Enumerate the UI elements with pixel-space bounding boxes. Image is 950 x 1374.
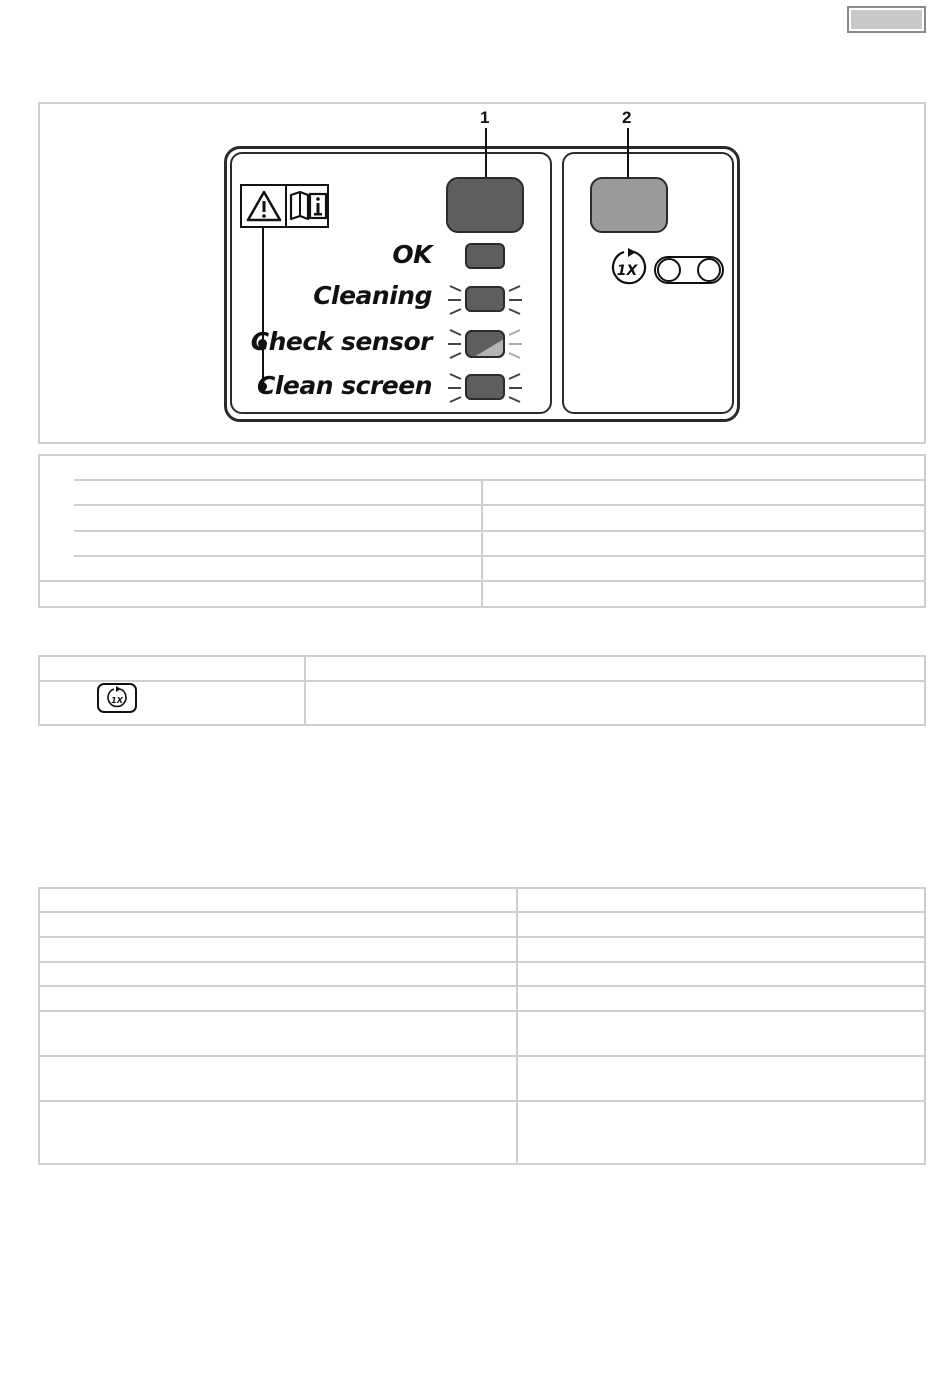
table-column-divider: [481, 479, 483, 607]
indicator-label-clean-screen: Clean screen: [257, 371, 432, 400]
one-cycle-icon: [608, 248, 650, 288]
table-row-divider: [74, 555, 926, 557]
table-row-divider: [38, 1010, 926, 1012]
one-cycle-text: 1X: [111, 696, 123, 705]
table-row-divider: [74, 504, 926, 506]
table-column-divider: [304, 655, 306, 725]
flash-rays-icon: [448, 280, 522, 320]
status-button[interactable]: [446, 177, 524, 233]
table-row-divider: [38, 961, 926, 963]
warning-box-divider: [285, 184, 287, 228]
flash-rays-icon: [448, 368, 522, 408]
table-column-divider: [516, 887, 518, 1164]
table-row-divider: [38, 911, 926, 913]
callout-1: 1: [480, 108, 490, 127]
table-row-divider: [38, 1055, 926, 1057]
cycle-table: [38, 655, 926, 726]
indicator-label-cleaning: Cleaning: [313, 281, 432, 310]
warning-triangle-icon: [246, 190, 282, 222]
one-cycle-button-symbol: [97, 683, 137, 713]
toggle-indicator-right: [697, 258, 721, 282]
table-row-divider: [38, 1100, 926, 1102]
toggle-indicator-left: [657, 258, 681, 282]
table-row-divider: [38, 680, 926, 682]
led-ok: [465, 243, 505, 269]
indicator-label-ok: OK: [392, 240, 432, 269]
callout-2: 2: [622, 108, 632, 127]
one-cycle-button[interactable]: [590, 177, 668, 233]
one-cycle-text: 1X: [616, 263, 638, 279]
table-row-divider: [38, 985, 926, 987]
one-cycle-icon: [99, 685, 135, 711]
troubleshooting-table: [38, 887, 926, 1165]
table-row-divider: [74, 479, 926, 481]
indicator-label-check-sensor: Check sensor: [250, 327, 432, 356]
table-row-divider: [38, 936, 926, 938]
flash-rays-icon: [448, 324, 522, 364]
table-row-divider: [74, 530, 926, 532]
page-tab-marker: [847, 6, 926, 33]
manual-info-icon: [288, 190, 328, 222]
